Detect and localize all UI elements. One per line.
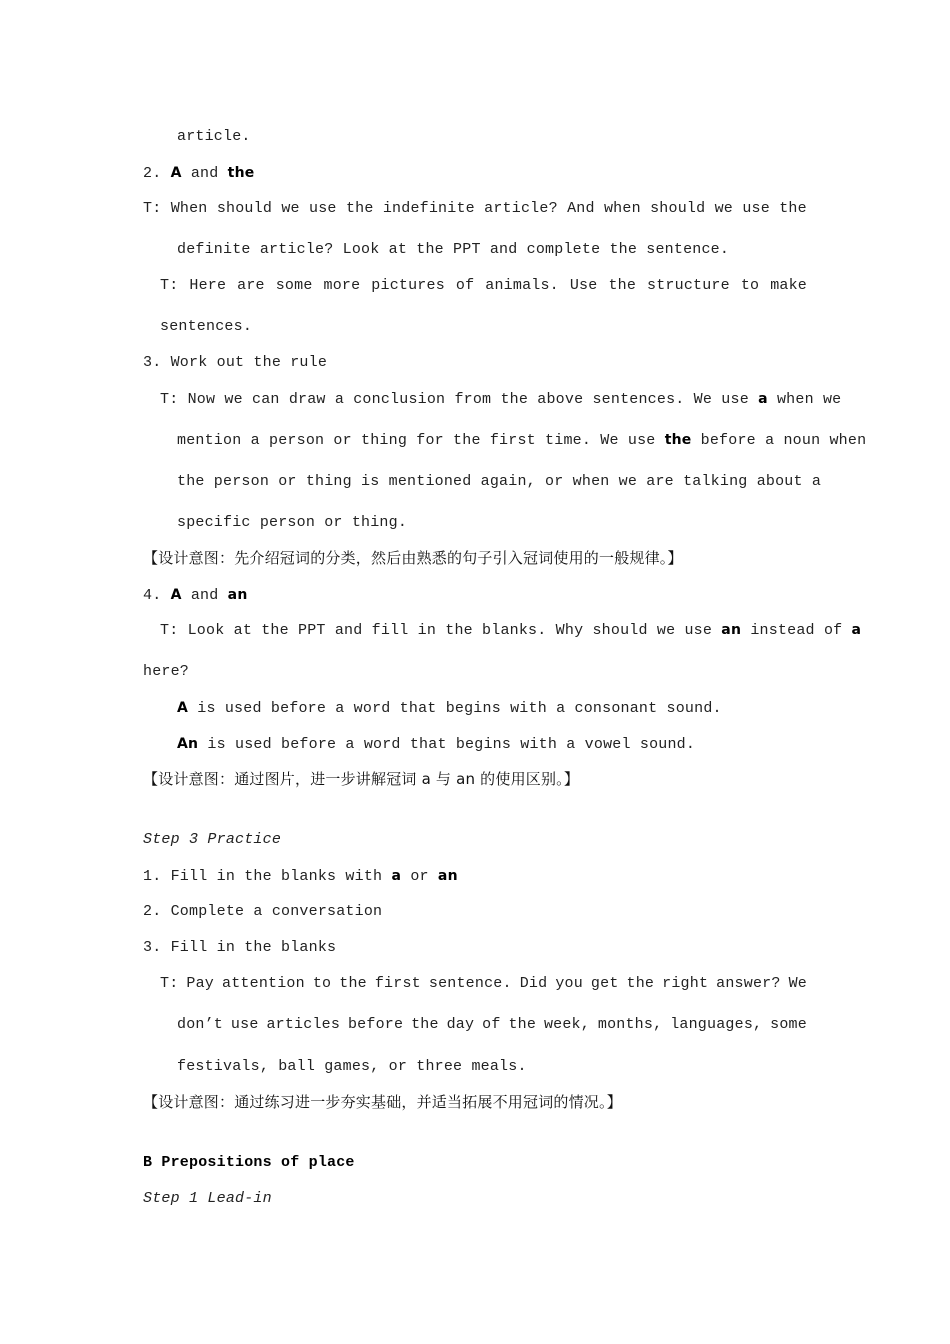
word: week,	[543, 1016, 590, 1033]
word: sentence.	[428, 975, 512, 992]
rule-line	[177, 734, 695, 755]
word: the	[345, 200, 374, 217]
text: mention a person or thing for the first time. We use	[177, 432, 656, 449]
word: the	[626, 975, 655, 992]
word: are	[237, 277, 265, 294]
word: T:	[143, 200, 162, 217]
text-line: definite article? Look at the PPT and complete the sentence.	[177, 241, 730, 258]
word: right	[662, 975, 709, 992]
text: and	[190, 165, 219, 182]
word: some	[275, 277, 313, 294]
text-line	[177, 1015, 807, 1035]
word: get	[590, 975, 619, 992]
word: the	[508, 1016, 537, 1033]
design-intent-note: 【设计意图：先介绍冠词的分类，然后由熟悉的句子引入冠词使用的一般规律。】	[143, 549, 683, 567]
text: instead of	[750, 622, 843, 639]
bold-word: a	[758, 391, 768, 407]
bold-word: a	[391, 868, 402, 884]
word: article?	[484, 200, 558, 217]
bold-word: An	[177, 736, 199, 752]
text-line	[160, 620, 861, 641]
word: attention	[222, 975, 305, 992]
bold-word: a	[851, 622, 862, 638]
word: day	[446, 1016, 475, 1033]
word: And	[567, 200, 595, 217]
word: before	[347, 1016, 404, 1033]
text: or	[410, 868, 429, 885]
word: of	[455, 277, 475, 294]
section-heading-work-out-rule: 3. Work out the rule	[143, 354, 328, 371]
text-line: festivals, ball games, or three meals.	[177, 1058, 527, 1075]
text-line: article.	[177, 128, 251, 145]
bold-word: the	[664, 432, 692, 448]
word: use	[742, 200, 770, 217]
section-heading-prepositions: B Prepositions of place	[143, 1154, 355, 1171]
bold-word: the	[227, 165, 255, 181]
word: should	[650, 200, 706, 217]
text: and	[190, 587, 219, 604]
word: use	[230, 1016, 259, 1033]
word: use	[309, 200, 337, 217]
word: the	[411, 1016, 439, 1033]
text-line: 2. Complete a conversation	[143, 903, 383, 920]
word: answer?	[716, 975, 781, 992]
design-intent-note: 【设计意图：通过练习进一步夯实基础，并适当拓展不用冠词的情况。】	[143, 1093, 622, 1111]
rule-line	[177, 698, 722, 719]
bold-word: an	[227, 587, 248, 603]
text: T: Now we can draw a conclusion from the above sentences. We use	[160, 391, 749, 408]
word: some	[770, 1016, 807, 1033]
word: languages,	[670, 1016, 763, 1033]
word: Did	[519, 975, 548, 992]
bold-word: A	[170, 587, 182, 603]
section-heading-a-and-the	[143, 163, 254, 184]
word: articles	[266, 1016, 341, 1033]
word: more	[323, 277, 361, 294]
word: We	[788, 975, 807, 992]
word: structure	[647, 277, 730, 294]
word: animals.	[485, 277, 559, 294]
word: When	[170, 200, 208, 217]
word: the	[779, 200, 807, 217]
text: is used before a word that begins with a vowel sound.	[207, 736, 696, 753]
word: Pay	[186, 975, 215, 992]
bold-word: A	[170, 165, 182, 181]
text: when we	[776, 391, 842, 408]
step-heading: Step 3 Practice	[143, 831, 282, 848]
text: before a noun when	[700, 432, 867, 449]
bold-word: A	[177, 700, 189, 716]
text-line: specific person or thing.	[177, 514, 408, 531]
text-line: the person or thing is mentioned again, or when we are talking about a	[177, 473, 822, 490]
design-intent-note: 【设计意图：通过图片，进一步讲解冠词 a 与 an 的使用区别。】	[143, 770, 580, 788]
word: make	[770, 277, 807, 294]
text-line: sentences.	[160, 318, 253, 335]
word: to	[312, 975, 332, 992]
word: indefinite	[382, 200, 475, 217]
word: Use	[569, 277, 598, 294]
step-heading: Step 1 Lead-in	[143, 1190, 272, 1207]
text-line	[160, 974, 807, 994]
word: T:	[160, 975, 179, 992]
word: of	[482, 1016, 501, 1033]
text-line	[160, 276, 807, 296]
word: to	[740, 277, 760, 294]
text-line	[160, 389, 841, 410]
text: T: Look at the PPT and fill in the blanks. Why should we use	[160, 622, 713, 639]
word: the	[608, 277, 637, 294]
bold-word: an	[721, 622, 742, 638]
list-number: 4.	[143, 587, 162, 604]
word: the	[339, 975, 367, 992]
word: we	[714, 200, 734, 217]
word: when	[603, 200, 641, 217]
word: Here	[189, 277, 227, 294]
word: should	[216, 200, 273, 217]
text-line	[143, 866, 458, 887]
word: we	[281, 200, 300, 217]
list-number: 2.	[143, 165, 162, 182]
section-heading-a-and-an	[143, 585, 248, 606]
word: don’t	[177, 1016, 224, 1033]
word: you	[555, 975, 583, 992]
text-line	[143, 199, 807, 219]
text: is used before a word that begins with a consonant sound.	[197, 700, 722, 717]
bold-word: an	[437, 868, 458, 884]
word: pictures	[371, 277, 445, 294]
text-line	[177, 430, 866, 451]
text-line: here?	[143, 663, 190, 680]
text-line: 3. Fill in the blanks	[143, 939, 337, 956]
word: T:	[160, 277, 179, 294]
word: first	[374, 975, 421, 992]
word: months,	[597, 1016, 663, 1033]
text: 1. Fill in the blanks with	[143, 868, 383, 885]
